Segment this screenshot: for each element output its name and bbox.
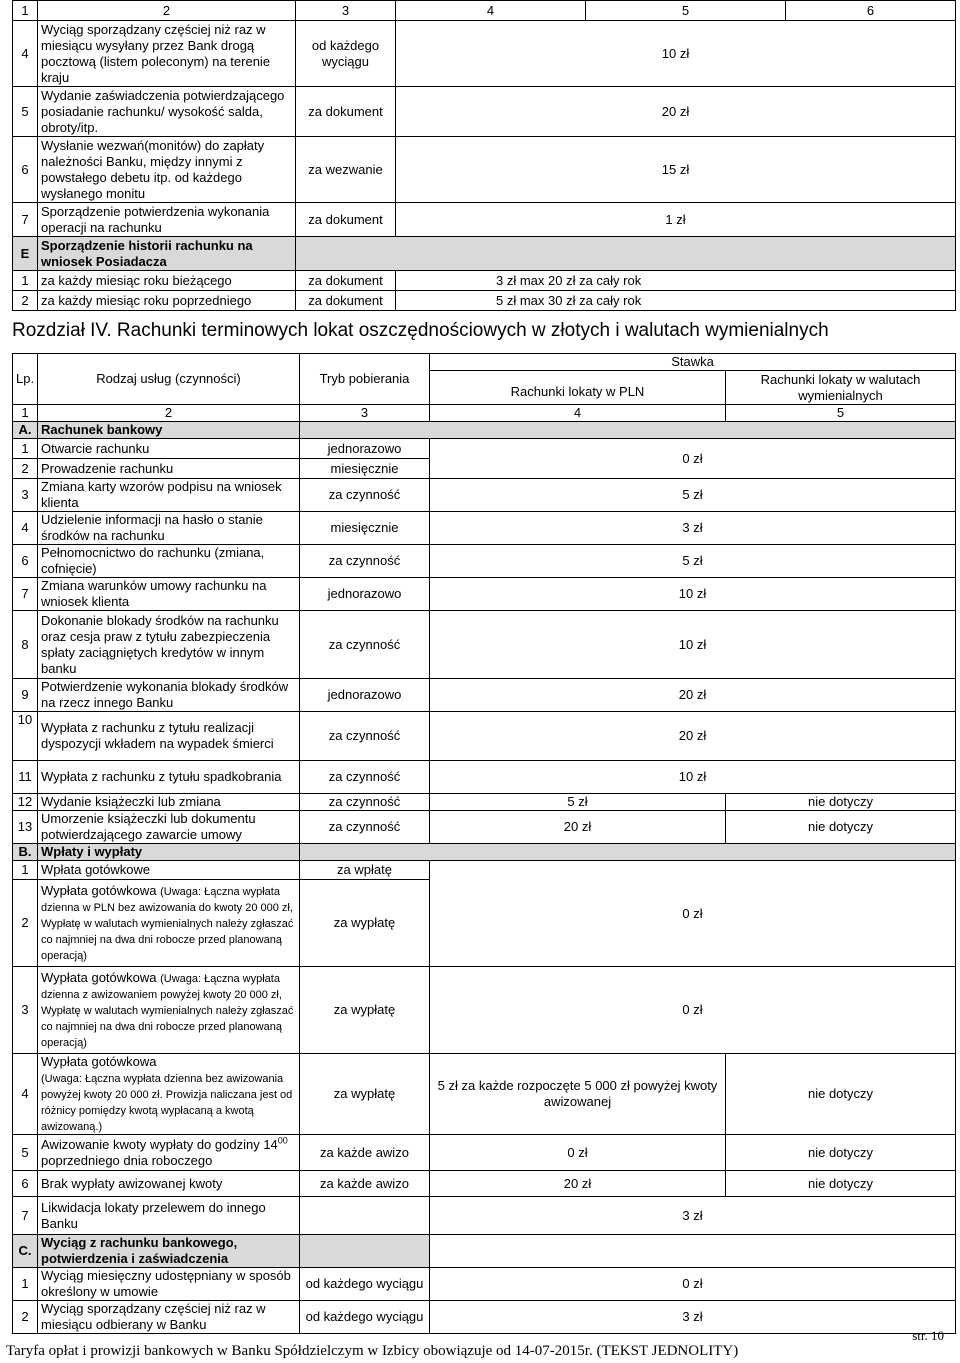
table-row: 3 Zmiana karty wzorów podpisu na wniosek klienta za czynność 5 zł [13, 479, 956, 512]
page-footer: Taryfa opłat i prowizji bankowych w Banku Spółdzielczym w Izbicy obowiązuje od 14-07-2015r. (TEKST JEDNOLITY) [6, 1343, 739, 1359]
section-e-row: E Sporządzenie historii rachunku na wniosek Posiadacza [13, 237, 956, 271]
page-number: str. 10 [912, 1328, 944, 1343]
table-row: 6 Brak wypłaty awizowanej kwoty za każde awizo 20 zł nie dotyczy [13, 1171, 956, 1197]
section-c-row: C. Wyciąg z rachunku bankowego, potwierdzenia i zaświadczenia [13, 1235, 956, 1268]
table-row: 11 Wypłata z rachunku z tytułu spadkobrania za czynność 10 zł [13, 761, 956, 794]
header-row: Rachunki lokaty w PLN Rachunki lokaty w walutach wymienialnych [13, 371, 956, 405]
section-a-row: A. Rachunek bankowy [13, 422, 956, 439]
table-row: 12 Wydanie książeczki lub zmiana za czynność 5 zł nie dotyczy [13, 794, 956, 811]
table-row: 7 Likwidacja lokaty przelewem do innego Banku 3 zł [13, 1197, 956, 1235]
chapter-heading: Rozdział IV. Rachunki terminowych lokat oszczędnościowych w złotych i walutach wymienialnych [12, 320, 829, 341]
table-row: 1 Wyciąg miesięczny udostępniany w sposób określony w umowie od każdego wyciągu 0 zł [13, 1268, 956, 1301]
table-row: 1 Otwarcie rachunku jednorazowo 0 zł [13, 439, 956, 459]
table-row: 4 Wyciąg sporządzany częściej niż raz w miesiącu wysyłany przez Bank drogą pocztową (listem poleconym) na terenie kraju od każdego wyciągu 10 zł [13, 21, 956, 87]
table-row: 8 Dokonanie blokady środków na rachunku oraz cesja praw z tytułu zabezpieczenia spłaty zaciągniętych kredytów w innym banku za czynność 10 zł [13, 611, 956, 679]
column-numbers-row: 1 2 3 4 5 6 [13, 1, 956, 21]
table-row: 9 Potwierdzenie wykonania blokady środków na rzecz innego Banku jednorazowo 20 zł [13, 679, 956, 712]
table-row: 10 Wypłata z rachunku z tytułu realizacji dyspozycji wkładem na wypadek śmierci za czynność 20 zł [13, 712, 956, 761]
deposit-fees-table [12, 353, 956, 1334]
table-row: 5 Wydanie zaświadczenia potwierdzającego posiadanie rachunku/ wysokość salda, obroty/itp. za dokument 20 zł [13, 87, 956, 137]
table-row: 2 Prowadzenie rachunku miesięcznie [13, 459, 956, 479]
table-row: 7 Sporządzenie potwierdzenia wykonania operacji na rachunku za dokument 1 zł [13, 203, 956, 237]
table-row: 2 Wypłata gotówkowa (Uwaga: Łączna wypłata dzienna w PLN bez awizowania do kwoty 20 000 zł, Wypłatę w walutach wymienialnych należy zgłaszać co najmniej na dwa dni robocze przed planowaną operacją) za wypłatę [13, 880, 956, 967]
section-b-row: B. Wpłaty i wypłaty [13, 844, 956, 861]
table-row: 5 Awizowanie kwoty wypłaty do godziny $14^{00}$ poprzedniego dnia roboczego za każde awizo 0 zł nie dotyczy [13, 1135, 956, 1171]
table-row: 7 Zmiana warunków umowy rachunku na wniosek klienta jednorazowo 10 zł [13, 578, 956, 611]
table-row: 2 Wyciąg sporządzany częściej niż raz w miesiącu odbierany w Banku od każdego wyciągu 3 zł [13, 1301, 956, 1334]
table-row: 4 Udzielenie informacji na hasło o stanie środków na rachunku miesięcznie 3 zł [13, 512, 956, 545]
fees-table-continued [12, 0, 956, 311]
table-row: 6 Pełnomocnictwo do rachunku (zmiana, cofnięcie) za czynność 5 zł [13, 545, 956, 578]
table-row: 13 Umorzenie książeczki lub dokumentu potwierdzającego zawarcie umowy za czynność 20 zł nie dotyczy [13, 811, 956, 844]
table-row: 1 za każdy miesiąc roku bieżącego za dokument 3 zł max 20 zł za cały rok [13, 271, 956, 291]
table-row: 2 za każdy miesiąc roku poprzedniego za dokument 5 zł max 30 zł za cały rok [13, 291, 956, 311]
column-numbers-row: 1 2 3 4 5 [13, 405, 956, 422]
table-row: 4 Wypłata gotówkowa (Uwaga: Łączna wypłata dzienna bez awizowania powyżej kwoty 20 000 zł. Prowizja naliczana jest od różnicy pomiędzy kwotą wypłacaną a kwotą awizowaną.) za wypłatę 5 zł za każde rozpoczęte 5 000 zł powyżej kwoty awizowanej nie dotyczy [13, 1054, 956, 1135]
table-row: 1 Wpłata gotówkowe za wpłatę 0 zł [13, 861, 956, 880]
table-row: 3 Wypłata gotówkowa (Uwaga: Łączna wypłata dzienna z awizowaniem powyżej kwoty 20 000 zł, Wypłatę w walutach wymienialnych należy zgłaszać co najmniej na dwa dni robocze przed planowaną operacją) za wypłatę 0 zł [13, 967, 956, 1054]
table-row: 6 Wysłanie wezwań(monitów) do zapłaty należności Banku, między innymi z powstałego debetu itp. od każdego wysłanego monitu za wezwanie 15 zł [13, 137, 956, 203]
header-row: Lp. Rodzaj usług (czynności) Tryb pobierania Stawka [13, 354, 956, 371]
